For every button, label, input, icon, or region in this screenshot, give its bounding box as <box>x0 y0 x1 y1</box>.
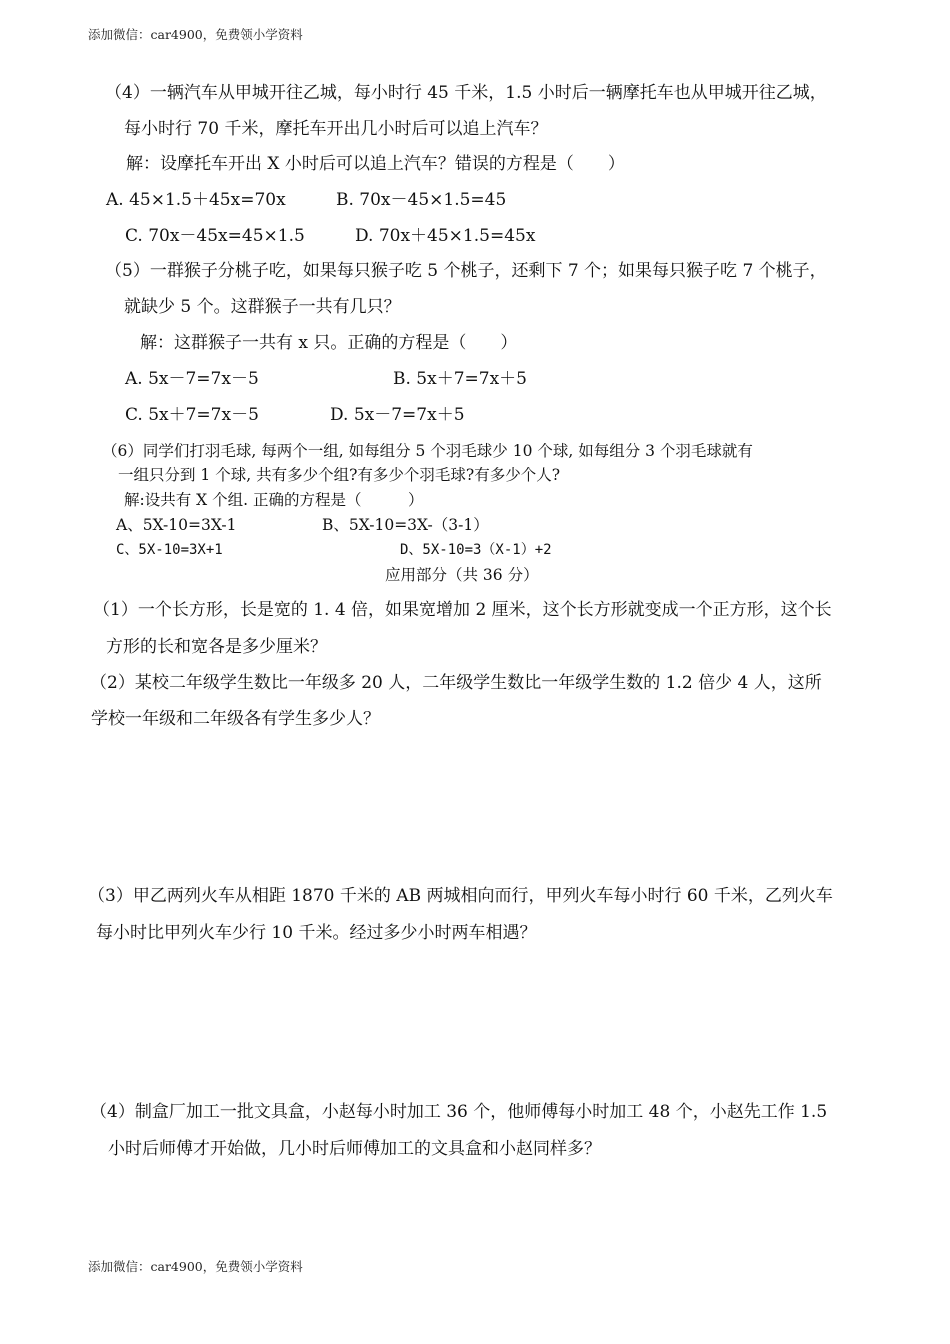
page-footer: 添加微信：car4900，免费领小学资料 <box>88 1259 303 1274</box>
option-d: D. 70x＋45×1.5=45x <box>355 226 536 246</box>
page-header: 添加微信：car4900，免费领小学资料 <box>88 27 303 42</box>
problem-text: 方形的长和宽各是多少厘米？ <box>106 637 327 657</box>
question-text: 一组只分到 1 个球, 共有多少个组?有多少个羽毛球?有多少个人? <box>118 466 561 484</box>
option-a: A、5X-10=3X-1 <box>116 516 237 534</box>
problem-text: 小时后师傅才开始做，几小时后师傅加工的文具盒和小赵同样多？ <box>108 1139 601 1159</box>
option-b: B. 70x－45×1.5=45 <box>336 190 507 210</box>
problem-text: （2）某校二年级学生数比一年级多 20 人，二年级学生数比一年级学生数的 1.2 倍少 4 人，这所 <box>90 673 822 693</box>
option-a: A. 5x－7=7x－5 <box>125 369 259 389</box>
problem-text: （4）制盒厂加工一批文具盒，小赵每小时加工 36 个，他师傅每小时加工 48 个，小赵先工作 1.5 <box>90 1102 828 1122</box>
question-text: （5）一群猴子分桃子吃，如果每只猴子吃 5 个桃子，还剩下 7 个；如果每只猴子吃 7 个桃子， <box>105 261 827 281</box>
option-c: C. 5x＋7=7x－5 <box>125 405 259 425</box>
solution-prompt: 解：设摩托车开出 X 小时后可以追上汽车？错误的方程是（ ） <box>126 154 625 174</box>
option-a: A. 45×1.5＋45x=70x <box>106 190 286 210</box>
question-text: 每小时行 70 千米，摩托车开出几小时后可以追上汽车？ <box>124 119 548 139</box>
option-b: B. 5x＋7=7x＋5 <box>393 369 527 389</box>
section-title: 应用部分（共 36 分） <box>385 566 539 584</box>
question-text: 就缺少 5 个。这群猴子一共有几只？ <box>124 297 401 317</box>
question-text: （4）一辆汽车从甲城开往乙城，每小时行 45 千米，1.5 小时后一辆摩托车也从甲城开往乙城， <box>105 83 827 103</box>
problem-text: （1）一个长方形，长是宽的 1. 4 倍，如果宽增加 2 厘米，这个长方形就变成一个正方形，这个长 <box>93 600 832 620</box>
problem-text: 每小时比甲列火车少行 10 千米。经过多少小时两车相遇？ <box>96 923 537 943</box>
option-d: D. 5x－7=7x＋5 <box>330 405 465 425</box>
option-c: C、5X-10=3X+1 <box>116 542 223 558</box>
problem-text: （3）甲乙两列火车从相距 1870 千米的 AB 两城相向而行，甲列火车每小时行 60 千米，乙列火车 <box>88 886 833 906</box>
solution-prompt: 解：这群猴子一共有 x 只。正确的方程是（ ） <box>140 333 518 353</box>
question-text: （6）同学们打羽毛球, 每两个一组, 如每组分 5 个羽毛球少 10 个球, 如每组分 3 个羽毛球就有 <box>102 442 753 460</box>
option-d: D、5X-10=3（X-1）+2 <box>400 542 552 558</box>
solution-prompt: 解:设共有 X 个组. 正确的方程是（ ） <box>124 491 424 509</box>
option-c: C. 70x－45x=45×1.5 <box>125 226 305 246</box>
problem-text: 学校一年级和二年级各有学生多少人？ <box>91 709 380 729</box>
option-b: B、5X-10=3X-（3-1） <box>322 516 489 534</box>
